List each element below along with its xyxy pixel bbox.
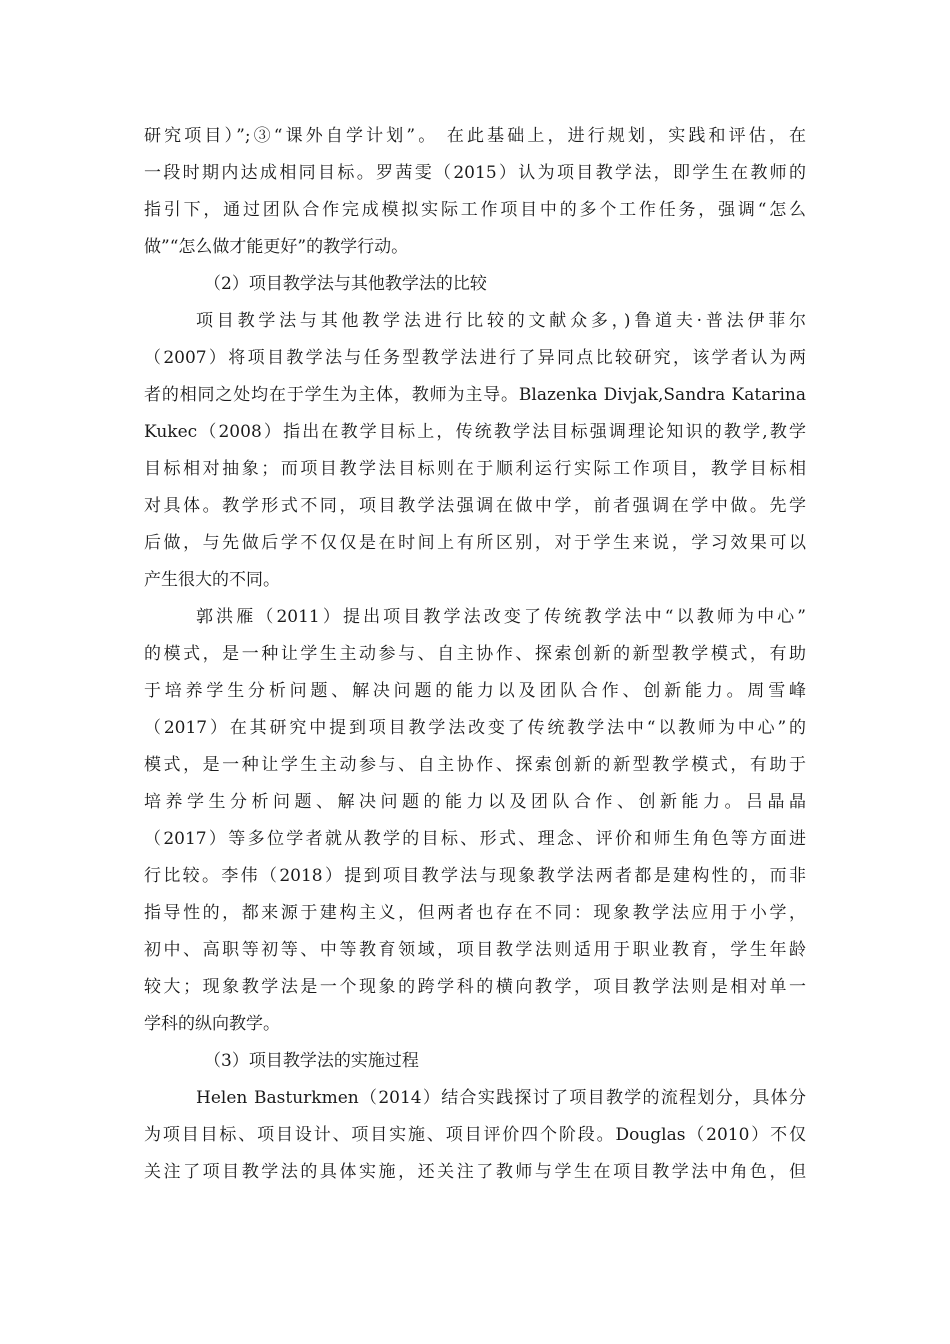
text-line: （2017）在其研究中提到项目教学法改变了传统教学法中“以教师为中心”的 [144,718,806,738]
text-line: 对具体。教学形式不同，项目教学法强调在做中学，前者强调在学中做。先学 [144,496,806,516]
text-line: 较大；现象教学法是一个现象的跨学科的横向教学，项目教学法则是相对单一 [144,977,806,997]
paragraph [144,1080,806,1191]
text-line: 学科的纵向教学。 [144,1014,280,1034]
text-line: 初中、高职等初等、中等教育领域，项目教学法则适用于职业教育，学生年龄 [144,940,806,960]
text-line: 目标相对抽象；而项目教学法目标则在于顺利运行实际工作项目，教学目标相 [144,459,806,479]
text-line: 郭洪雁（2011）提出项目教学法改变了传统教学法中“以教师为中心” [196,607,806,627]
text-line: 关注了项目教学法的具体实施，还关注了教师与学生在项目教学法中角色，但 [144,1162,806,1182]
text-line: 一段时期内达成相同目标。罗茜雯（2015）认为项目教学法，即学生在教师的 [144,163,806,183]
text-line: 培养学生分析问题、解决问题的能力以及团队合作、创新能力。吕晶晶 [144,792,806,812]
section-heading: （3）项目教学法的实施过程 [204,1051,419,1071]
text-line: 指导性的，都来源于建构主义，但两者也存在不同：现象教学法应用于小学， [144,903,806,923]
text-line: 指引下，通过团队合作完成模拟实际工作项目中的多个工作任务，强调“怎么 [144,200,806,220]
text-line: 模式，是一种让学生主动参与、自主协作、探索创新的新型教学模式，有助于 [144,755,806,775]
text-line: 者的相同之处均在于学生为主体，教师为主导。Blazenka Divjak,Sandra Katarina [144,385,806,405]
paragraph [144,303,806,599]
text-line: 项目教学法与其他教学法进行比较的文献众多，)鲁道夫·普法伊菲尔 [196,311,806,331]
document-page [144,118,806,1191]
section-heading: （2）项目教学法与其他教学法的比较 [204,274,487,294]
paragraph [144,118,806,266]
text-line: 于培养学生分析问题、解决问题的能力以及团队合作、创新能力。周雪峰 [144,681,806,701]
text-line: Helen Basturkmen（2014）结合实践探讨了项目教学的流程划分，具体分 [196,1088,806,1108]
text-line: （2017）等多位学者就从教学的目标、形式、理念、评价和师生角色等方面进 [144,829,806,849]
text-line: 研究项目）”;③“课外自学计划”。 在此基础上，进行规划，实践和评估，在 [144,126,806,146]
text-line: Kukec（2008）指出在教学目标上，传统教学法目标强调理论知识的教学,教学 [144,422,806,442]
text-line: 的模式，是一种让学生主动参与、自主协作、探索创新的新型教学模式，有助 [144,644,806,664]
text-line: 后做，与先做后学不仅仅是在时间上有所区别，对于学生来说，学习效果可以 [144,533,806,553]
text-line: 为项目目标、项目设计、项目实施、项目评价四个阶段。Douglas（2010）不仅 [144,1125,806,1145]
paragraph [144,599,806,1043]
text-line: 产生很大的不同。 [144,570,280,590]
text-line: 做”“怎么做才能更好”的教学行动。 [144,237,409,257]
text-line: 行比较。李伟（2018）提到项目教学法与现象教学法两者都是建构性的，而非 [144,866,806,886]
text-line: （2007）将项目教学法与任务型教学法进行了异同点比较研究，该学者认为两 [144,348,806,368]
